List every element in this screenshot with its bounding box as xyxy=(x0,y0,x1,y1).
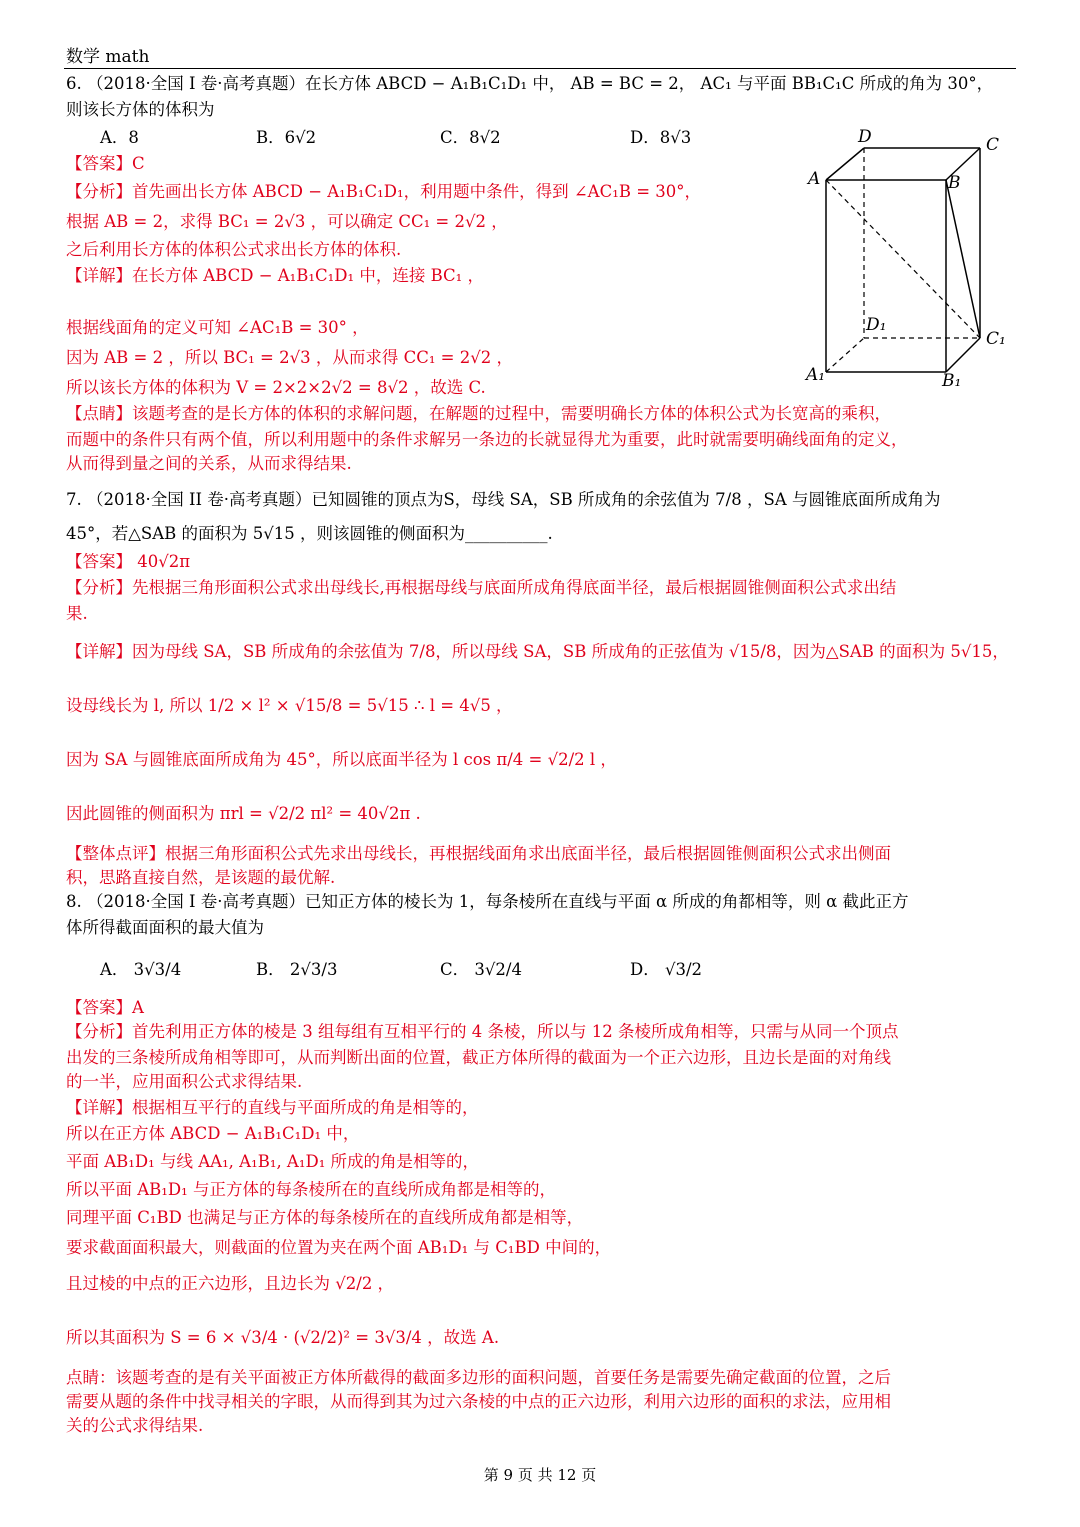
q7-detail-line1: 【详解】因为母线 SA，SB 所成角的余弦值为 7/8，所以母线 SA，SB 所成角的正弦值为 √15/8，因为△SAB 的面积为 5√15， xyxy=(66,642,1009,661)
q6-option-c: C．8√2 xyxy=(440,128,501,147)
header-subject: 数学 math xyxy=(66,47,150,67)
q6-analysis-line2: 根据 AB = 2，求得 BC₁ = 2√3 ，可以确定 CC₁ = 2√2 ， xyxy=(66,212,508,231)
q8-option-b: B． 2√3/3 xyxy=(256,960,338,979)
q6-detail-line2: 根据线面角的定义可知 ∠AC₁B = 30° ， xyxy=(66,318,369,337)
q7-answer: 【答案】 40√2π xyxy=(66,552,191,571)
q6-comment-line1: 【点睛】该题考查的是长方体的体积的求解问题，在解题的过程中，需要明确长方体的体积公式为长宽高的乘积， xyxy=(66,404,891,423)
q7-detail-line4: 因此圆锥的侧面积为 πrl = √2/2 πl² = 40√2π . xyxy=(66,804,421,823)
q7-detail-line3: 因为 SA 与圆锥底面所成角为 45°，所以底面半径为 l cos π/4 = √2/2 l ， xyxy=(66,750,617,769)
edge-B1C1 xyxy=(946,338,980,372)
q6-detail-line3: 因为 AB = 2 ，所以 BC₁ = 2√3 ，从而求得 CC₁ = 2√2 ， xyxy=(66,348,514,367)
q8-detail-line3: 平面 AB₁D₁ 与线 AA₁, A₁B₁, A₁D₁ 所成的角是相等的， xyxy=(66,1152,480,1171)
label-D: D xyxy=(858,127,872,147)
q7-comment-line1: 【整体点评】根据三角形面积公式先求出母线长，再根据线面角求出底面半径，最后根据圆锥侧面积公式求出侧面 xyxy=(66,844,891,863)
label-B1: B₁ xyxy=(942,371,962,391)
q8-option-a: A． 3√3/4 xyxy=(100,960,182,979)
q8-analysis-line3: 的一半，应用面积公式求得结果. xyxy=(66,1072,303,1091)
q8-detail-line6: 要求截面面积最大，则截面的位置为夹在两个面 AB₁D₁ 与 C₁BD 中间的， xyxy=(66,1238,612,1257)
q8-detail-line7: 且过棱的中点的正六边形，且边长为 √2/2 ， xyxy=(66,1274,395,1293)
q8-comment-line3: 关的公式求得结果. xyxy=(66,1416,204,1435)
q7-detail-line2: 设母线长为 l, 所以 1/2 × l² × √15/8 = 5√15 ∴ l = 4√5 ， xyxy=(66,696,513,715)
cuboid-figure xyxy=(800,122,1020,392)
q8-option-c: C． 3√2/4 xyxy=(440,960,522,979)
q6-comment-line2: 而题中的条件只有两个值，所以利用题中的条件求解另一条边的长就显得尤为重要，此时就需要明确线面角的定义， xyxy=(66,430,908,449)
segment-AC1-hidden xyxy=(826,180,980,338)
q7-analysis-line1: 【分析】先根据三角形面积公式求出母线长,再根据母线与底面所成角得底面半径，最后根据圆锥侧面积公式求出结 xyxy=(66,578,897,597)
q8-detail-line5: 同理平面 C₁BD 也满足与正方体的每条棱所在的直线所成角都是相等， xyxy=(66,1208,584,1227)
q8-detail-line1: 【详解】根据相互平行的直线与平面所成的角是相等的， xyxy=(66,1098,479,1117)
q6-stem-line1: 6. （2018·全国 I 卷·高考真题）在长方体 ABCD − A₁B₁C₁D₁ 中， AB = BC = 2， AC₁ 与平面 BB₁C₁C 所成的角为 30°， xyxy=(66,74,994,93)
q8-comment-line2: 需要从题的条件中找寻相关的字眼，从而得到其为过六条棱的中点的正六边形，利用六边形的面积的求法，应用相 xyxy=(66,1392,891,1411)
cuboid-diagram xyxy=(800,122,1020,392)
q6-stem-line2: 则该长方体的体积为 xyxy=(66,100,215,119)
q6-option-b: B．6√2 xyxy=(256,128,317,147)
q7-stem-line2: 45°，若△SAB 的面积为 5√15 ，则该圆锥的侧面积为__________. xyxy=(66,524,553,543)
q6-answer: 【答案】C xyxy=(66,154,145,173)
q8-comment-line1: 点睛：该题考查的是有关平面被正方体所截得的截面多边形的面积问题，首要任务是需要先确定截面的位置，之后 xyxy=(66,1368,891,1387)
q8-detail-line8: 所以其面积为 S = 6 × √3/4 · (√2/2)² = 3√3/4 ，故选 A. xyxy=(66,1328,500,1347)
label-C: C xyxy=(986,135,1000,155)
label-A1: A₁ xyxy=(806,365,826,385)
q8-analysis-line2: 出发的三条棱所成角相等即可，从而判断出面的位置，截正方体所得的截面为一个正六边形，且边长是面的对角线 xyxy=(66,1048,891,1067)
header-rule xyxy=(64,68,1016,69)
q6-option-d: D．8√3 xyxy=(630,128,692,147)
edge-A1D1-hidden xyxy=(826,338,864,372)
label-A: A xyxy=(808,169,821,189)
q6-comment-line3: 从而得到量之间的关系，从而求得结果. xyxy=(66,454,352,473)
label-C1: C₁ xyxy=(986,329,1006,349)
q6-analysis-line3: 之后利用长方体的体积公式求出长方体的体积. xyxy=(66,240,402,259)
q8-stem-line2: 体所得截面面积的最大值为 xyxy=(66,918,264,937)
q8-option-d: D． √3/2 xyxy=(630,960,703,979)
q8-detail-line2: 所以在正方体 ABCD − A₁B₁C₁D₁ 中， xyxy=(66,1124,360,1143)
q7-comment-line2: 积，思路直接自然，是该题的最优解. xyxy=(66,868,336,887)
q6-detail-line1: 【详解】在长方体 ABCD − A₁B₁C₁D₁ 中，连接 BC₁ ， xyxy=(66,266,485,285)
q8-analysis-line1: 【分析】首先利用正方体的棱是 3 组每组有互相平行的 4 条棱，所以与 12 条棱所成角相等，只需与从同一个顶点 xyxy=(66,1022,899,1041)
q8-stem-line1: 8. （2018·全国 I 卷·高考真题）已知正方体的棱长为 1，每条棱所在直线与平面 α 所成的角都相等，则 α 截此正方 xyxy=(66,892,909,911)
page-number: 第 9 页 共 12 页 xyxy=(483,1466,597,1484)
q6-detail-line4: 所以该长方体的体积为 V = 2×2×2√2 = 8√2 ，故选 C. xyxy=(66,378,486,397)
q8-answer: 【答案】A xyxy=(66,998,144,1017)
label-B: B xyxy=(948,173,961,193)
q6-analysis-line1: 【分析】首先画出长方体 ABCD − A₁B₁C₁D₁，利用题中条件，得到 ∠AC₁B = 30°， xyxy=(66,182,702,201)
q8-detail-line4: 所以平面 AB₁D₁ 与正方体的每条棱所在的直线所成角都是相等的， xyxy=(66,1180,556,1199)
q7-analysis-line2: 果. xyxy=(66,604,88,623)
segment-BC1 xyxy=(946,180,980,338)
edge-AD xyxy=(826,148,864,180)
q7-stem-line1: 7. （2018·全国 II 卷·高考真题）已知圆锥的顶点为S，母线 SA，SB 所成角的余弦值为 7/8 ，SA 与圆锥底面所成角为 xyxy=(66,490,941,509)
q6-option-a: A．8 xyxy=(100,128,139,147)
label-D1: D₁ xyxy=(866,315,887,335)
